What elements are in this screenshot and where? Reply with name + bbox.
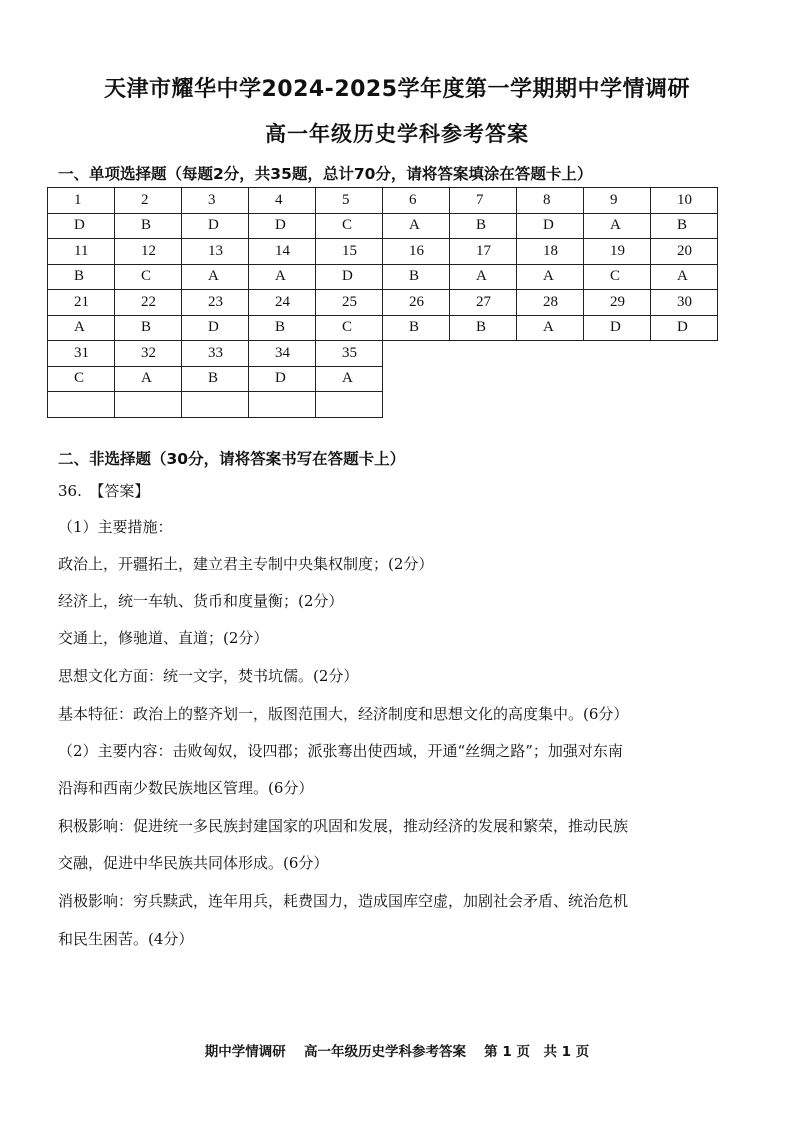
table-cell: A: [316, 366, 383, 392]
answer-line: 思想文化方面：统一文字，焚书坑儒。(2分）: [58, 667, 359, 685]
table-cell: 30: [651, 290, 718, 316]
table-cell: D: [651, 315, 718, 341]
table-cell: D: [584, 315, 651, 341]
empty-space: [584, 366, 651, 392]
table-cell: A: [651, 264, 718, 290]
table-cell: A: [48, 315, 115, 341]
table-cell: [182, 392, 249, 418]
table-cell: C: [115, 264, 182, 290]
empty-space: [383, 341, 450, 367]
table-cell: C: [584, 264, 651, 290]
table-cell: B: [651, 213, 718, 239]
table-cell: C: [316, 315, 383, 341]
table-cell: C: [316, 213, 383, 239]
table-cell: 20: [651, 239, 718, 265]
page-footer: 期中学情调研 高一年级历史学科参考答案 第 1 页 共 1 页: [204, 1044, 590, 1060]
table-cell: A: [584, 213, 651, 239]
table-row: [48, 366, 718, 392]
table-cell: B: [115, 315, 182, 341]
table-cell: B: [450, 213, 517, 239]
table-cell: [316, 392, 383, 418]
table-cell: 25: [316, 290, 383, 316]
answer-line: （1）主要措施：: [58, 518, 173, 536]
empty-space: [651, 392, 718, 418]
table-cell: [115, 392, 182, 418]
empty-space: [383, 392, 450, 418]
table-row: [48, 290, 718, 316]
table-cell: D: [249, 366, 316, 392]
table-cell: 11: [48, 239, 115, 265]
table-cell: 7: [450, 188, 517, 214]
table-cell: 2: [115, 188, 182, 214]
page-subtitle: 高一年级历史学科参考答案: [265, 122, 529, 146]
table-cell: A: [517, 264, 584, 290]
table-cell: 24: [249, 290, 316, 316]
table-cell: 22: [115, 290, 182, 316]
answer-line: 交融，促进中华民族共同体形成。(6分）: [58, 854, 329, 872]
page-title: 天津市耀华中学2024-2025学年度第一学期期中学情调研: [103, 77, 691, 102]
table-cell: 6: [383, 188, 450, 214]
table-row: [48, 341, 718, 367]
table-row: [48, 213, 718, 239]
table-cell: 3: [182, 188, 249, 214]
table-cell: B: [383, 315, 450, 341]
table-cell: D: [182, 315, 249, 341]
table-cell: 26: [383, 290, 450, 316]
table-cell: A: [517, 315, 584, 341]
empty-space: [450, 392, 517, 418]
section-heading-choice: 一、单项选择题（每题2分，共35题，总计70分，请将答案填涂在答题卡上）: [58, 165, 593, 183]
table-cell: 16: [383, 239, 450, 265]
table-cell: B: [249, 315, 316, 341]
empty-space: [383, 366, 450, 392]
table-row: [48, 392, 718, 418]
empty-space: [584, 392, 651, 418]
answer-line: 和民生困苦。(4分）: [58, 930, 194, 948]
empty-space: [450, 366, 517, 392]
table-cell: B: [182, 366, 249, 392]
table-cell: A: [115, 366, 182, 392]
empty-space: [517, 392, 584, 418]
table-cell: 23: [182, 290, 249, 316]
table-cell: 31: [48, 341, 115, 367]
table-cell: 12: [115, 239, 182, 265]
table-cell: 10: [651, 188, 718, 214]
table-cell: A: [450, 264, 517, 290]
table-cell: 27: [450, 290, 517, 316]
table-cell: D: [517, 213, 584, 239]
table-cell: D: [48, 213, 115, 239]
empty-space: [450, 341, 517, 367]
empty-space: [651, 366, 718, 392]
empty-space: [517, 341, 584, 367]
table-cell: A: [182, 264, 249, 290]
answer-line: 积极影响：促进统一多民族封建国家的巩固和发展，推动经济的发展和繁荣，推动民族: [58, 817, 629, 835]
table-cell: A: [383, 213, 450, 239]
table-cell: A: [249, 264, 316, 290]
table-cell: 29: [584, 290, 651, 316]
answer-line: 消极影响：穷兵黩武，连年用兵，耗费国力，造成国库空虚，加剧社会矛盾、统治危机: [58, 892, 629, 910]
table-cell: 17: [450, 239, 517, 265]
table-cell: B: [48, 264, 115, 290]
table-cell: B: [115, 213, 182, 239]
answer-line: （2）主要内容：击败匈奴，设四郡；派张骞出使西域，开通“丝绸之路”；加强对东南: [58, 742, 623, 760]
answer-line: 经济上，统一车轨、货币和度量衡；(2分）: [58, 592, 344, 610]
section-heading-essay: 二、非选择题（30分，请将答案书写在答题卡上）: [58, 450, 406, 468]
table-cell: 13: [182, 239, 249, 265]
table-cell: B: [383, 264, 450, 290]
table-cell: 15: [316, 239, 383, 265]
table-cell: D: [316, 264, 383, 290]
table-row: [48, 188, 718, 214]
table-cell: D: [182, 213, 249, 239]
table-cell: 9: [584, 188, 651, 214]
table-cell: 18: [517, 239, 584, 265]
table-cell: 32: [115, 341, 182, 367]
table-cell: D: [249, 213, 316, 239]
answer-line: 政治上，开疆拓土，建立君主专制中央集权制度；(2分）: [58, 555, 434, 573]
empty-space: [651, 341, 718, 367]
table-row: [48, 264, 718, 290]
table-cell: [48, 392, 115, 418]
table-cell: 19: [584, 239, 651, 265]
table-cell: 33: [182, 341, 249, 367]
table-cell: 35: [316, 341, 383, 367]
table-cell: 1: [48, 188, 115, 214]
table-cell: C: [48, 366, 115, 392]
table-row: [48, 239, 718, 265]
answer-line: 基本特征：政治上的整齐划一，版图范围大，经济制度和思想文化的高度集中。(6分）: [58, 705, 629, 723]
table-cell: 21: [48, 290, 115, 316]
table-cell: 14: [249, 239, 316, 265]
table-cell: 4: [249, 188, 316, 214]
empty-space: [584, 341, 651, 367]
table-cell: 8: [517, 188, 584, 214]
table-cell: 5: [316, 188, 383, 214]
table-cell: B: [450, 315, 517, 341]
table-cell: [249, 392, 316, 418]
table-cell: 28: [517, 290, 584, 316]
answer-table: [47, 187, 718, 418]
table-row: [48, 315, 718, 341]
empty-space: [517, 366, 584, 392]
question-number: 36. 【答案】: [58, 482, 150, 500]
answer-line: 沿海和西南少数民族地区管理。(6分）: [58, 779, 314, 797]
table-cell: 34: [249, 341, 316, 367]
answer-line: 交通上，修驰道、直道；(2分）: [58, 629, 269, 647]
